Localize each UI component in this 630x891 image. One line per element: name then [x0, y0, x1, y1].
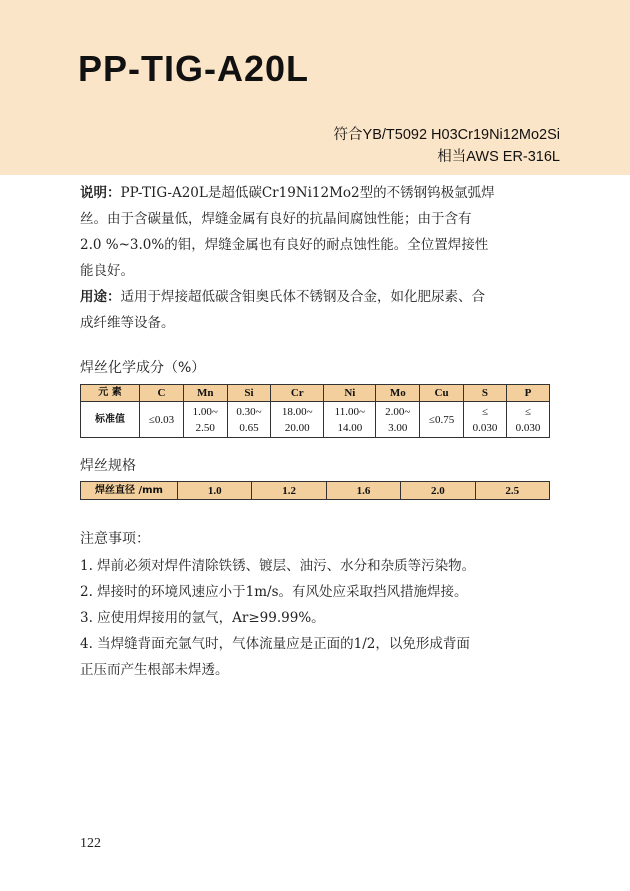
element-name: Cu: [420, 385, 464, 402]
description-label: 说明：: [80, 185, 121, 201]
standard-aws: 相当AWS ER-316L: [437, 149, 560, 165]
value-cell: 11.00~ 14.00: [324, 402, 376, 438]
composition-table: [80, 384, 550, 438]
value-cell: 0.30~ 0.65: [227, 402, 271, 438]
usage-line: 成纤维等设备。: [80, 315, 175, 331]
standard-yb: 符合YB/T5092 H03Cr19Ni12Mo2Si: [333, 127, 560, 143]
element-name: Mn: [183, 385, 227, 402]
element-name: Cr: [271, 385, 324, 402]
value-cell: ≤ 0.030: [464, 402, 507, 438]
value-cell: ≤0.03: [140, 402, 184, 438]
description-line: 能良好。: [80, 263, 134, 279]
value-cell: ≤ 0.030: [506, 402, 549, 438]
note-item: 2. 焊接时的环境风速应小于1m/s。有风处应采取挡风措施焊接。: [80, 584, 468, 600]
description-paragraph: [80, 180, 558, 284]
value-cell: ≤0.75: [420, 402, 464, 438]
diameter-value: 1.6: [326, 482, 400, 500]
composition-header-row: [81, 385, 550, 402]
element-name: P: [506, 385, 549, 402]
composition-title: 焊丝化学成分（%）: [80, 360, 206, 376]
usage-line: 适用于焊接超低碳含钼奥氏体不锈钢及合金，如化肥尿素、合: [120, 289, 485, 305]
usage-paragraph: [80, 284, 558, 336]
diameter-value: 1.0: [178, 482, 252, 500]
element-header-label: 元 素: [81, 385, 140, 402]
page-number: 122: [80, 836, 101, 851]
element-name: C: [140, 385, 184, 402]
composition-value-row: [81, 402, 550, 438]
diameter-value: 2.5: [475, 482, 549, 500]
diameter-table: [80, 481, 550, 500]
notes-title: 注意事项：: [80, 531, 150, 547]
diameter-label: 焊丝直径 /mm: [81, 482, 178, 500]
description-line: PP-TIG-A20L是超低碳Cr19Ni12Mo2型的不锈钢钨极氩弧焊: [120, 185, 495, 201]
spec-title: 焊丝规格: [80, 458, 136, 474]
diameter-row: [81, 482, 550, 500]
value-cell: 1.00~ 2.50: [183, 402, 227, 438]
description-line: 2.0 %~3.0%的钼，焊缝金属也有良好的耐点蚀性能。全位置焊接性: [80, 237, 489, 253]
value-cell: 2.00~ 3.00: [376, 402, 420, 438]
note-item: 1. 焊前必须对焊件清除铁锈、镀层、油污、水分和杂质等污染物。: [80, 558, 476, 574]
product-title: PP-TIG-A20L: [78, 48, 310, 89]
element-name: Mo: [376, 385, 420, 402]
standard-value-label: 标准值: [81, 402, 140, 438]
note-item: 3. 应使用焊接用的氩气，Ar≥99.99%。: [80, 610, 325, 626]
element-name: Ni: [324, 385, 376, 402]
value-cell: 18.00~ 20.00: [271, 402, 324, 438]
element-name: Si: [227, 385, 271, 402]
element-name: S: [464, 385, 507, 402]
note-item: 4. 当焊缝背面充氩气时，气体流量应是正面的1/2，以免形成背面: [80, 636, 470, 652]
description-line: 丝。由于含碳量低，焊缝金属有良好的抗晶间腐蚀性能；由于含有: [80, 211, 472, 227]
note-item: 正压而产生根部未焊透。: [80, 662, 229, 678]
diameter-value: 1.2: [252, 482, 326, 500]
usage-label: 用途：: [80, 289, 121, 305]
diameter-value: 2.0: [401, 482, 475, 500]
